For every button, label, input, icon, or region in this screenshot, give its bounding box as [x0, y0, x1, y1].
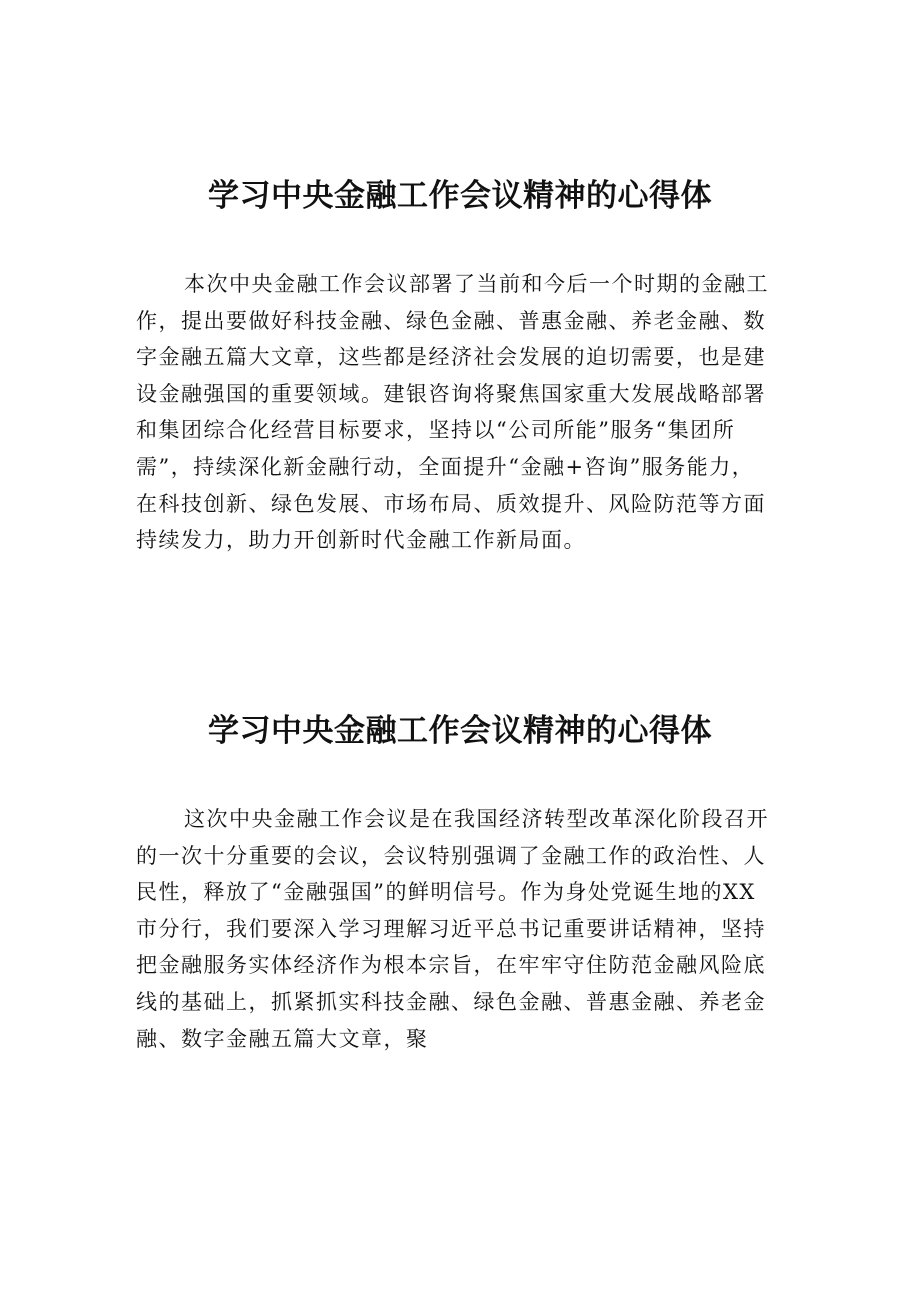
paragraph-line: 持续发力，助力开创新时代金融工作新局面。	[136, 528, 586, 553]
paragraph-line: 作，提出要做好科技金融、绿色金融、普惠金融、养老金融、数	[136, 308, 766, 333]
section-1-body	[136, 266, 796, 559]
paragraph-line: 设金融强国的重要领域。建银咨询将聚焦国家重大发展战略部署	[136, 381, 766, 406]
section-2-body	[136, 801, 796, 1057]
paragraph-line: 融、数字金融五篇大文章，聚	[136, 1026, 429, 1051]
paragraph-line: 这次中央金融工作会议是在我国经济转型改革深化阶段召开	[184, 807, 769, 831]
paragraph-line: 民性，释放了“金融强国”的鲜明信号。作为身处党诞生地的XX	[136, 880, 756, 905]
paragraph-line: 和集团综合化经营目标要求，坚持以“公司所能”服务“集团所	[136, 418, 736, 443]
section-2-title: 学习中央金融工作会议精神的心得体	[208, 713, 712, 749]
section-1-title: 学习中央金融工作会议精神的心得体	[208, 178, 712, 214]
paragraph-line: 把金融服务实体经济作为根本宗旨，在牢牢守住防范金融风险底	[136, 953, 766, 978]
paragraph-line: 市分行，我们要深入学习理解习近平总书记重要讲话精神，坚持	[136, 916, 766, 941]
paragraph-line: 线的基础上，抓紧抓实科技金融、绿色金融、普惠金融、养老金	[136, 989, 766, 1014]
paragraph-line: 本次中央金融工作会议部署了当前和今后一个时期的金融工	[184, 272, 769, 296]
paragraph-line: 的一次十分重要的会议，会议特别强调了金融工作的政治性、人	[136, 843, 766, 868]
paragraph-line: 在科技创新、绿色发展、市场布局、质效提升、风险防范等方面	[136, 491, 766, 516]
paragraph-line: 需”，持续深化新金融行动，全面提升“金融+咨询”服务能力，	[136, 454, 755, 479]
paragraph-line: 字金融五篇大文章，这些都是经济社会发展的迫切需要，也是建	[136, 345, 766, 370]
